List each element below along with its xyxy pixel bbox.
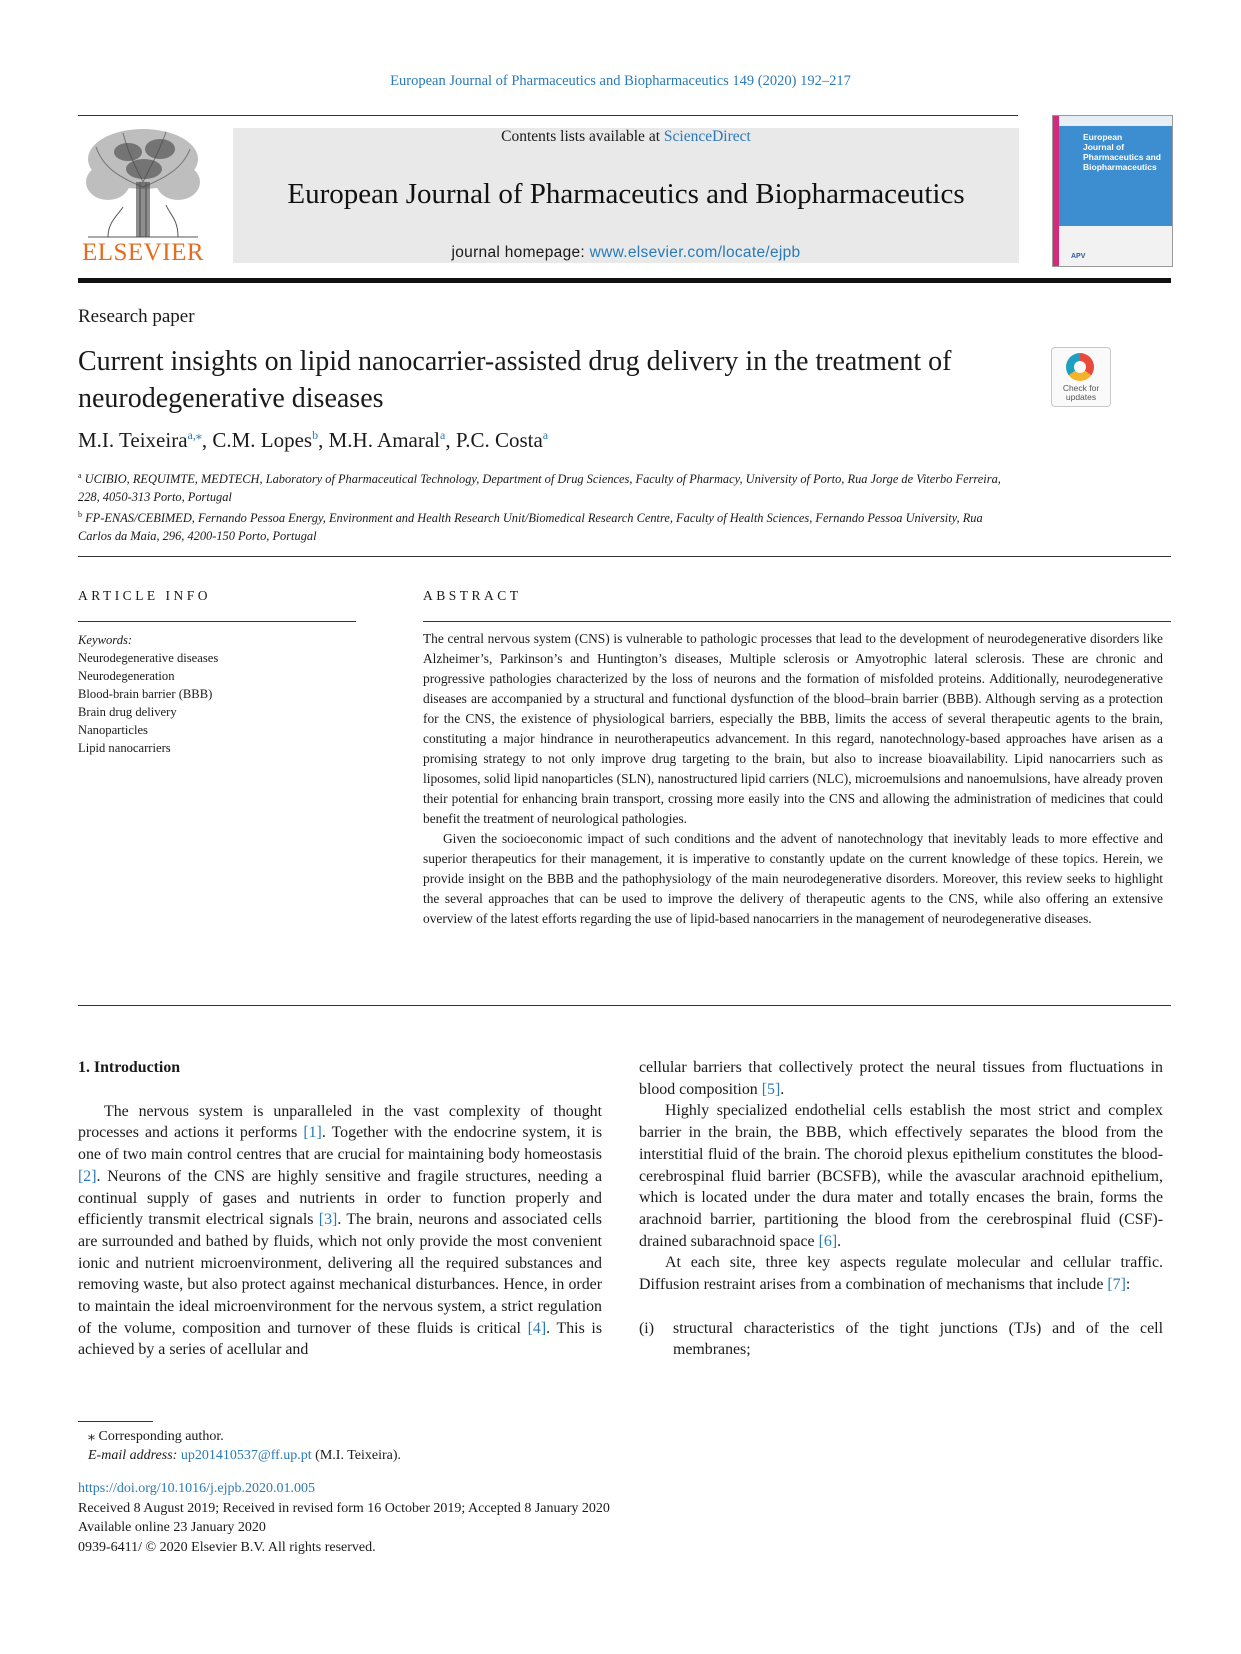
citation-link[interactable]: [3] xyxy=(318,1211,338,1229)
doi-link[interactable]: https://doi.org/10.1016/j.ejpb.2020.01.005 xyxy=(78,1481,315,1496)
keywords-label: Keywords: xyxy=(78,633,133,647)
cover-apv-logo: APV xyxy=(1071,253,1086,260)
contents-prefix: Contents lists available at xyxy=(501,128,664,145)
affiliation-text: UCIBIO, REQUIMTE, MEDTECH, Laboratory of Pharmaceutical Technology, Department of Drug Sciences, Faculty of Pharmacy, University of Porto, Rua Jorge de Viterbo Ferreira, 228, 4050-313 Porto, Portugal xyxy=(78,472,1001,505)
keyword: Neurodegenerative diseases xyxy=(78,651,219,665)
elsevier-wordmark: ELSEVIER xyxy=(81,239,205,266)
citation-link[interactable]: [4] xyxy=(527,1319,547,1337)
email-suffix: (M.I. Teixeira). xyxy=(311,1448,402,1463)
cover-bottom-band xyxy=(1059,226,1172,266)
journal-reference-link[interactable]: European Journal of Pharmaceutics and Biopharmaceutics 149 (2020) 192–217 xyxy=(390,73,851,89)
abstract-rule xyxy=(423,621,1171,622)
corresponding-author-note: ⁎ Corresponding author. xyxy=(88,1429,224,1444)
citation-link[interactable]: [5] xyxy=(761,1080,781,1098)
keywords-block xyxy=(78,631,358,757)
contents-line xyxy=(233,128,1019,146)
list-number: (i) xyxy=(639,1319,654,1337)
list-text: structural characteristics of the tight junctions (TJs) and of the cell membranes; xyxy=(673,1319,1163,1359)
sciencedirect-link[interactable]: ScienceDirect xyxy=(663,128,751,145)
text-run: . Neurons of the CNS are highly sensitive and fragile structures, needing a continual supply of gases and nutrients in order to function properly and efficiently transmit electrical signals xyxy=(78,1167,602,1229)
text-run: At each site, three key aspects regulate molecular and cellular traffic. Diffusion restraint arises from a combination of mechanisms that include xyxy=(639,1254,1163,1294)
affiliation-text: FP-ENAS/CEBIMED, Fernando Pessoa Energy, Environment and Health Research Unit/Biomedical Research Centre, Faculty of Health Sciences, Fernando Pessoa University, Rua Carlos da Maia, 296, 4200-150 Porto, Portugal xyxy=(78,511,983,544)
citation-link[interactable]: [7] xyxy=(1107,1276,1126,1294)
keyword: Brain drug delivery xyxy=(78,705,177,719)
section-heading: 1. Introduction xyxy=(78,1059,181,1076)
text-run: : xyxy=(1125,1276,1131,1294)
cover-title-line: Journal of xyxy=(1083,142,1125,152)
received-dates: Received 8 August 2019; Received in revised form 16 October 2019; Accepted 8 January 2020 xyxy=(78,1500,610,1516)
cover-title-line: Biopharmaceutics xyxy=(1083,162,1157,172)
cover-top-band xyxy=(1059,116,1172,126)
abstract-bottom-rule xyxy=(78,1005,1171,1006)
citation-link[interactable]: [1] xyxy=(303,1124,322,1142)
citation-link[interactable]: [6] xyxy=(818,1232,838,1250)
author-name[interactable]: P.C. Costa xyxy=(455,428,543,452)
crossmark-label xyxy=(1052,384,1110,402)
author-affiliation-mark[interactable]: a xyxy=(542,428,549,442)
cover-title-line: Pharmaceutics and xyxy=(1083,152,1161,162)
keyword: Neurodegeneration xyxy=(78,669,175,683)
text-run: . xyxy=(837,1232,842,1250)
journal-homepage-link[interactable]: www.elsevier.com/locate/ejpb xyxy=(589,244,801,261)
text-run: . Together with the endocrine system, it is one of two main control centres that are crucial for maintaining body homeostasis xyxy=(78,1124,603,1164)
article-metadata xyxy=(78,1479,878,1557)
elsevier-tree-icon xyxy=(78,127,208,239)
header-top-rule xyxy=(78,115,1018,116)
abstract-paragraph: Given the socioeconomic impact of such conditions and the advent of nanotechnology that inevitably leads to more effective and superior therapeutics for their management, it is imperative to constantly update on the current knowledge of these topics. Herein, we provide insight on the BBB and the pathophysiology of the main neurodegenerative disorders. Moreover, this review seeks to highlight the several approaches that can be used to improve the delivery of therapeutic agents to the CNS, while also offering an extensive overview of the latest efforts regarding the use of lipid-based nanocarriers in the management of neurodegenerative diseases. xyxy=(423,831,1163,926)
elsevier-logo xyxy=(78,127,208,267)
keyword: Lipid nanocarriers xyxy=(78,741,171,755)
article-info-heading: ARTICLE INFO xyxy=(78,588,212,603)
crossmark-label-line: updates xyxy=(1065,392,1097,402)
abstract-text xyxy=(423,629,1163,929)
email-label: E-mail address: xyxy=(88,1448,181,1463)
text-run: Highly specialized endothelial cells establish the most strict and complex barrier in the brain, the BBB, which effectively separates the blood from the interstitial fluid of the brain. The choroid plexus epithelium constitutes the blood-cerebrospinal fluid barrier (BCSFB), while the avascular arachnoid epithelium, which is located under the dura mater and totally encases the brain, forms the arachnoid barrier, partitioning the blood from the cerebrospinal fluid (CSF)-drained subarachnoid space xyxy=(639,1102,1163,1250)
author-name[interactable]: M.H. Amaral xyxy=(328,428,441,452)
available-online: Available online 23 January 2020 xyxy=(78,1520,266,1535)
body-paragraph xyxy=(639,1252,1163,1295)
citation-link[interactable]: [2] xyxy=(78,1167,97,1185)
crossmark-icon xyxy=(1066,353,1094,381)
body-right-column xyxy=(639,1057,1163,1361)
journal-title: European Journal of Pharmaceutics and Biopharmaceutics xyxy=(287,178,965,210)
text-run: . xyxy=(780,1080,785,1098)
text-run: cellular barriers that collectively protect the neural tissues from fluctuations in blood composition xyxy=(639,1059,1163,1098)
affiliation-a xyxy=(78,467,1018,506)
cover-title xyxy=(1083,132,1161,172)
affiliation-rule xyxy=(78,556,1171,557)
check-for-updates-button[interactable] xyxy=(1051,347,1111,407)
text-run: . This is achieved by a series of acellular and xyxy=(78,1319,602,1359)
cover-title-line: European xyxy=(1083,132,1123,142)
copyright: 0939-6411/ © 2020 Elsevier B.V. All rights reserved. xyxy=(78,1539,376,1555)
article-title: Current insights on lipid nanocarrier-assisted drug delivery in the treatment of neurodegenerative diseases xyxy=(78,346,952,414)
journal-homepage-line xyxy=(233,244,1019,262)
affiliations xyxy=(78,467,1018,545)
keyword: Blood-brain barrier (BBB) xyxy=(78,687,213,701)
abstract-heading: ABSTRACT xyxy=(423,588,522,603)
affiliation-b xyxy=(78,506,1018,545)
affiliation-mark: a xyxy=(78,471,82,480)
text-run: . The brain, neurons and associated cells are surrounded and bathed by fluids, which not only provide the most convenient ionic and nutrient microenvironment, delivering all the required substances and removing waste, but also protect against mechanical disturbances. Hence, in order to maintain the ideal microenvironment for the nervous system, a strict regulation of the volume, composition and turnover of these fluids is critical xyxy=(78,1211,602,1337)
text-run: The nervous system is unparalleled in the vast complexity of thought processes and actions it performs xyxy=(78,1102,602,1142)
abstract-paragraph: The central nervous system (CNS) is vulnerable to pathologic processes that lead to the development of neurodegenerative disorders like Alzheimer’s, Parkinson’s and Huntington’s diseases, Multiple sclerosis or Amyotrophic lateral sclerosis. These are chronic and progressive pathologies characterized by the loss of neurons and the formation of misfolded proteins. Additionally, neurodegenerative diseases are accompanied by a structural and functional dysfunction of the blood–brain barrier (BBB). Although serving as a protection for the CNS, the existence of physiological barriers, especially the BBB, limits the access of several therapeutic agents to the brain, constituting a major hindrance in neurotherapeutics advancement. In this regard, nanotechnology-based approaches have arisen as a promising strategy to not only improve drug targeting to the brain, but also to increase bioavailability. Lipid nanocarriers such as liposomes, solid lipid nanoparticles (SLN), nanostructured lipid carriers (NLC), microemulsions and nanoemulsions, have already proven their potential for enhancing brain transport, crossing more easily into the CNS and allowing the administration of medicines that could benefit the treatment of neurological pathologies. xyxy=(423,631,1163,826)
email-line xyxy=(78,1446,778,1465)
journal-header-box xyxy=(233,128,1019,263)
author-affiliation-mark[interactable]: a,⁎ xyxy=(187,428,202,442)
affiliation-mark: b xyxy=(78,510,82,520)
body-paragraph xyxy=(639,1100,1163,1252)
author-list: M.I. Teixeira$^{a,⁎}$, C.M. Lopes$^b$, M.H. Amaral$^a$, P.C. Costa$^a$ xyxy=(78,428,549,452)
keyword: Nanoparticles xyxy=(78,723,148,737)
crossmark-label-line: Check for xyxy=(1062,383,1100,393)
body-paragraph xyxy=(639,1057,1163,1100)
journal-cover-thumbnail[interactable] xyxy=(1052,115,1173,267)
homepage-prefix: journal homepage: xyxy=(451,244,590,261)
author-name[interactable]: C.M. Lopes xyxy=(212,428,313,452)
author-affiliation-mark[interactable]: b xyxy=(312,428,319,442)
article-info-rule xyxy=(78,621,356,622)
author-affiliation-mark[interactable]: a xyxy=(440,428,446,442)
footnote-rule xyxy=(78,1421,153,1422)
header-thick-rule xyxy=(78,278,1171,283)
body-left-column xyxy=(78,1057,602,1361)
footnotes xyxy=(78,1427,778,1465)
email-link[interactable]: up201410537@ff.up.pt xyxy=(180,1448,312,1463)
article-type: Research paper xyxy=(78,306,195,327)
author-name[interactable]: M.I. Teixeira xyxy=(78,428,188,452)
list-item xyxy=(639,1318,1163,1361)
body-paragraph xyxy=(78,1101,602,1361)
